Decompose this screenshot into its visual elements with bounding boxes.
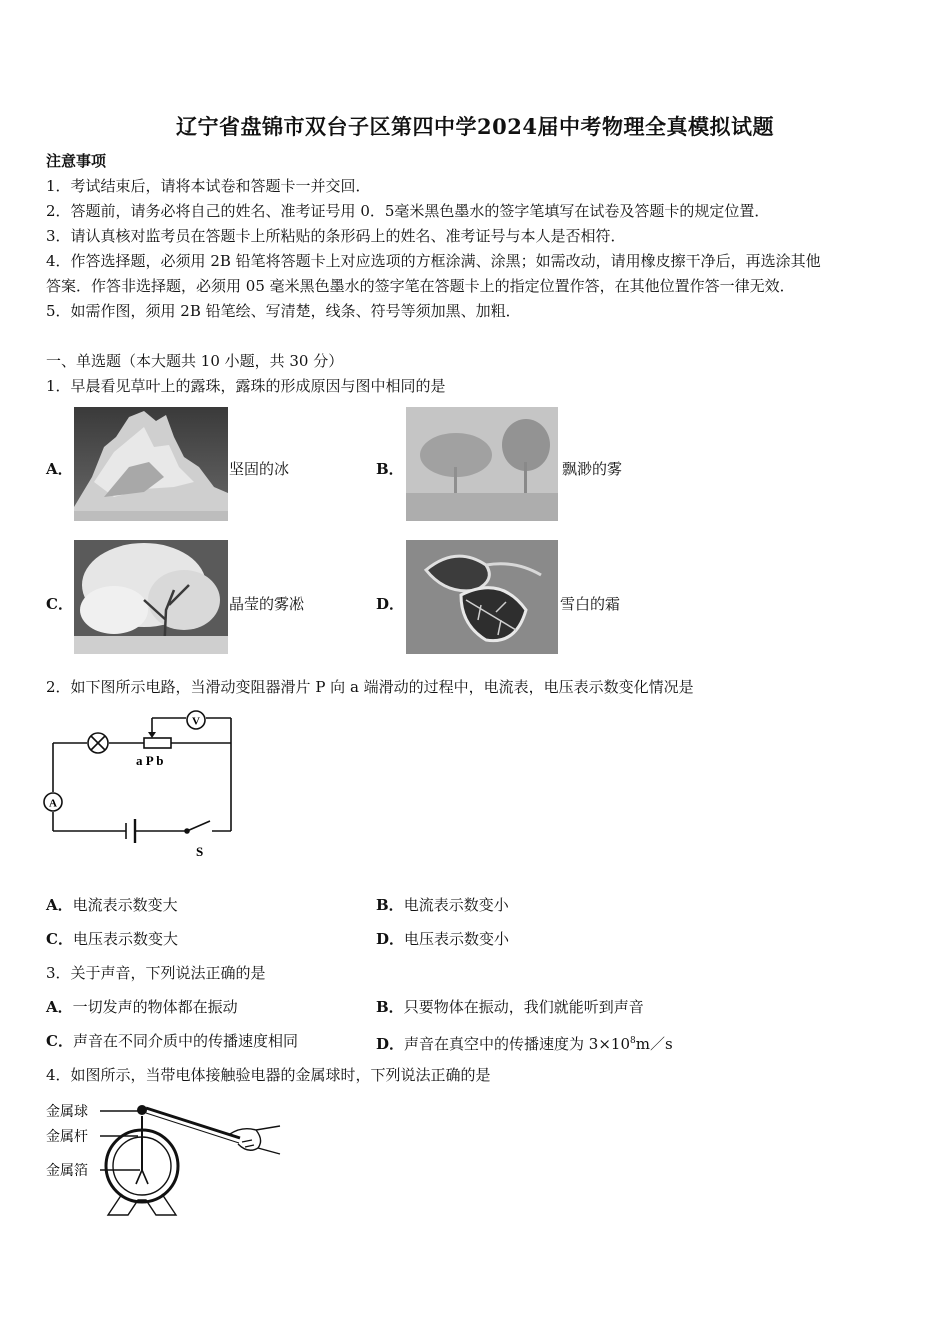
option-text: 电流表示数变大	[72, 896, 178, 914]
option-row	[376, 996, 644, 1018]
option-letter: D．	[376, 595, 405, 613]
option-row	[46, 928, 178, 950]
switch-label: S	[196, 844, 204, 859]
option-letter: C．	[46, 930, 73, 948]
diagram-label: 金属箔	[46, 1163, 88, 1179]
question-stem: 1．早晨看见草叶上的露珠，露珠的形成原因与图中相同的是	[46, 377, 446, 395]
notice-item: 4．作答选择题，必须用 2B 铅笔将答题卡上对应选项的方框涂满、涂黑；如需改动，请用橡皮擦干净后，再选涂其他	[46, 252, 821, 270]
question-stem: 3．关于声音，下列说法正确的是	[46, 964, 266, 982]
diagram-label: 金属杆	[46, 1129, 88, 1145]
option-row	[376, 1030, 673, 1055]
option-letter: B．	[376, 998, 404, 1016]
option-letter: C．	[46, 1032, 73, 1050]
notice-item: 2．答题前，请务必将自己的姓名、准考证号用 0．5毫米黑色墨水的签字笔填写在试卷及答题卡的规定位置．	[46, 202, 770, 220]
option-letter: A．	[46, 998, 73, 1016]
option-row	[376, 928, 509, 950]
option-letter: D．	[376, 1035, 405, 1053]
notice-item: 3．请认真核对监考员在答题卡上所粘贴的条形码上的姓名、准考证号与本人是否相符．	[46, 227, 626, 245]
option-letter: C．	[46, 595, 73, 613]
option-text: 声音在真空中的传播速度为 3×10	[404, 1035, 630, 1053]
rime-photo	[74, 540, 228, 654]
option-row	[46, 996, 238, 1018]
ice-photo	[74, 407, 228, 521]
option-caption: 飘渺的雾	[562, 460, 623, 478]
option-text: 一切发声的物体都在振动	[72, 998, 238, 1016]
notice-item: 5．如需作图，须用 2B 铅笔绘、写清楚，线条、符号等须加黑、加粗．	[46, 302, 521, 320]
diagram-label: 金属球	[46, 1104, 88, 1120]
notice-heading: 注意事项	[46, 152, 107, 170]
option-row	[46, 1030, 298, 1052]
option-text: 电压表示数变小	[404, 930, 510, 948]
option-letter: B．	[376, 460, 404, 478]
frost-photo	[406, 540, 558, 654]
notice-item: 答案．作答非选择题，必须用 05 毫米黑色墨水的签字笔在答题卡上的指定位置作答，在其他位置作答一律无效．	[46, 277, 795, 295]
option-row	[46, 894, 178, 916]
electroscope-diagram	[42, 1096, 287, 1221]
option-text: 电流表示数变小	[403, 896, 509, 914]
option-row	[376, 894, 509, 916]
section-heading: 一、单选题（本大题共 10 小题，共 30 分）	[46, 352, 344, 370]
option-letter: B．	[376, 896, 404, 914]
option-letter: A．	[46, 460, 73, 478]
circuit-diagram	[40, 706, 250, 866]
option-letter: A．	[46, 896, 73, 914]
notice-item: 1．考试结束后，请将本试卷和答题卡一并交回．	[46, 177, 371, 195]
voltmeter-label: V	[192, 715, 200, 728]
option-caption: 雪白的霜	[560, 595, 621, 613]
rheostat-labels: a P b	[136, 753, 164, 768]
page-title: 辽宁省盘锦市双台子区第四中学2024届中考物理全真模拟试题	[176, 114, 774, 139]
question-stem: 2．如下图所示电路，当滑动变阻器滑片 P 向 a 端滑动的过程中，电流表，电压表示数变化情况是	[46, 678, 694, 696]
option-caption: 晶莹的雾凇	[229, 595, 305, 613]
option-text: 只要物体在振动，我们就能听到声音	[403, 998, 644, 1016]
question-stem: 4．如图所示，当带电体接触验电器的金属球时，下列说法正确的是	[46, 1066, 491, 1084]
option-caption: 坚固的冰	[229, 460, 290, 478]
option-text-unit: m／s	[635, 1035, 673, 1053]
option-text: 电压表示数变大	[72, 930, 178, 948]
option-text: 声音在不同介质中的传播速度相同	[72, 1032, 298, 1050]
option-letter: D．	[376, 930, 405, 948]
ammeter-label: A	[49, 797, 57, 810]
fog-photo	[406, 407, 558, 521]
exponent: 8	[629, 1036, 636, 1046]
